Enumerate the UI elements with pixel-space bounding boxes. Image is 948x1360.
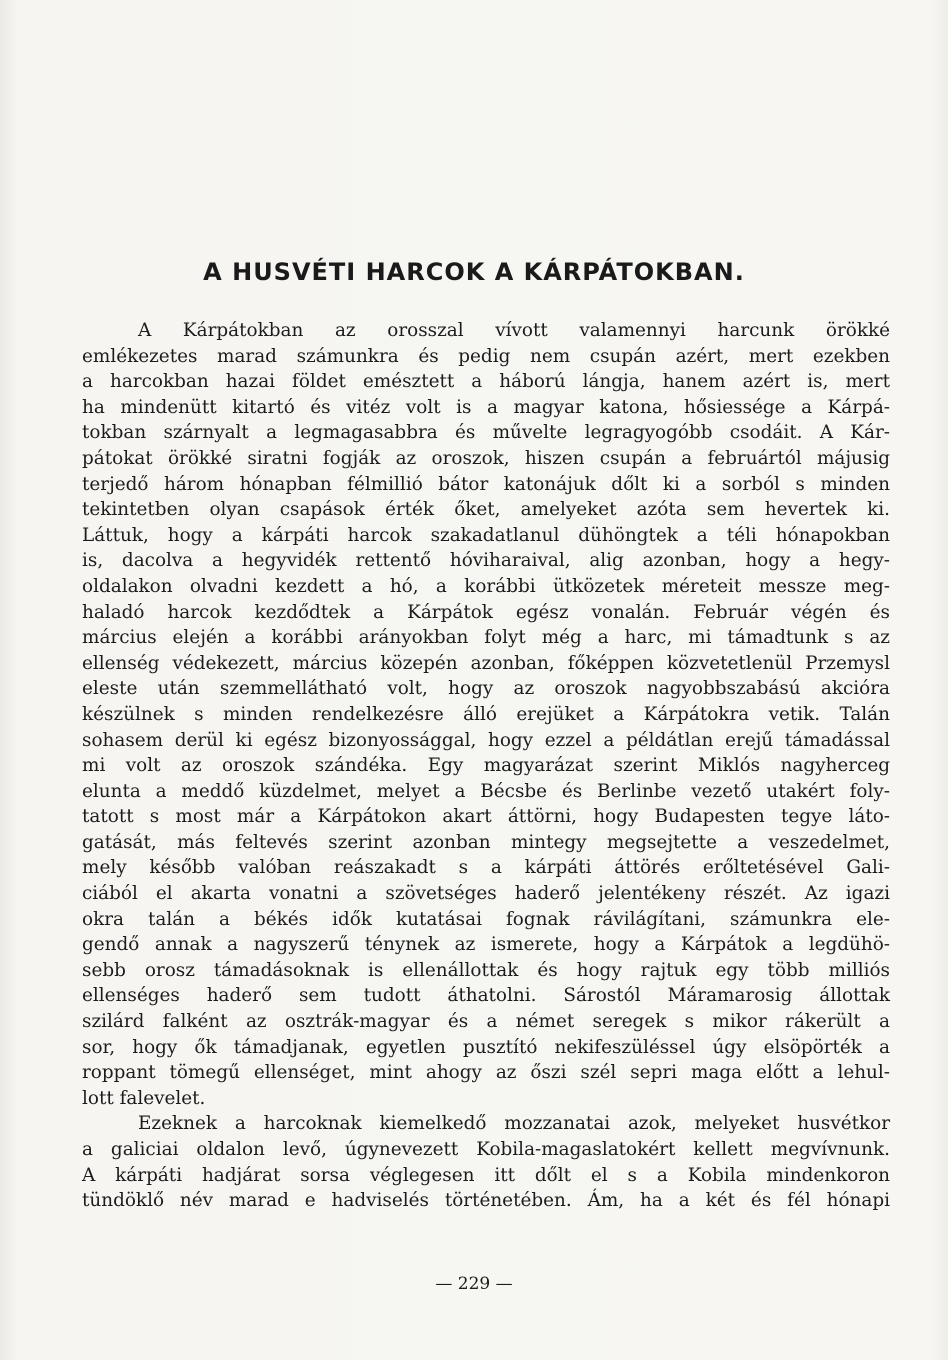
text-line: a galiciai oldalon levő, úgynevezett Kobila-magaslatokért kellett megvívnunk. <box>82 1139 890 1160</box>
text-line: szilárd falként az osztrák-magyar és a német seregek s mikor rákerült a <box>82 1011 890 1033</box>
body-text <box>82 318 890 1214</box>
text-line: oldalakon olvadni kezdett a hó, a korábbi ütközetek méreteit messze meg- <box>82 575 890 597</box>
text-line: eleste után szemmellátható volt, hogy az oroszok nagyobbszabású akcióra <box>82 678 890 700</box>
text-line: ciából el akarta vonatni a szövetséges haderő jelentékeny részét. Az igazi <box>82 883 890 905</box>
text-line: okra talán a békés idők kutatásai fognak rávilágítani, számunkra ele- <box>82 908 890 930</box>
text-line: pátokat örökké siratni fogják az oroszok, hiszen csupán a februártól májusig <box>82 447 890 469</box>
chapter-title: A HUSVÉTI HARCOK A KÁRPÁTOKBAN. <box>203 258 745 286</box>
text-line: gatását, más feltevés szerint azonban mintegy megsejtette a veszedelmet, <box>82 831 890 853</box>
text-line: tündöklő név marad e hadviselés történetében. Ám, ha a két és fél hónapi <box>82 1190 890 1212</box>
text-line: készülnek s minden rendelkezésre álló erejüket a Kárpátokra vetik. Talán <box>82 703 890 725</box>
text-line: elunta a meddő küzdelmet, melyet a Bécsbe és Berlinbe vezető utakért foly- <box>82 780 890 802</box>
text-line: haladó harcok kezdődtek a Kárpátok egész vonalán. Február végén és <box>82 601 890 623</box>
page-number: — 229 — <box>435 1274 513 1294</box>
text-line: Ezeknek a harcoknak kiemelkedő mozzanatai azok, melyeket husvétkor <box>138 1113 890 1135</box>
text-line: ha mindenütt kitartó és vitéz volt is a magyar katona, hősiessége a Kárpá- <box>82 396 890 418</box>
text-line: tatott s most már a Kárpátokon akart áttörni, hogy Budapesten tegye láto- <box>82 806 890 828</box>
text-line: terjedő három hónapban félmillió bátor katonájuk dőlt ki a sorból s minden <box>82 473 890 495</box>
text-line: mely később valóban reászakadt s a kárpáti áttörés erőltetésével Gali- <box>82 857 890 879</box>
text-line: emlékezetes marad számunkra és pedig nem csupán azért, mert ezekben <box>82 345 890 367</box>
text-line: tekintetben olyan csapások érték őket, amelyeket azóta sem hevertek ki. <box>82 499 890 521</box>
text-line: sor, hogy ők támadjanak, egyetlen pusztító nekifeszüléssel úgy elsöpörték a <box>82 1036 890 1058</box>
text-line: gendő annak a nagyszerű ténynek az ismerete, hogy a Kárpátok a legdühö- <box>82 934 890 956</box>
text-line: A Kárpátokban az orosszal vívott valamennyi harcunk örökké <box>138 320 890 341</box>
text-line: lott falevelet. <box>82 1087 206 1109</box>
text-line: roppant tömegű ellenséget, mint ahogy az őszi szél sepri maga előtt a lehul- <box>82 1062 890 1084</box>
text-line: március elején a korábbi arányokban folyt még a harc, mi támadtunk s az <box>82 627 890 649</box>
text-line: ellenséges haderő sem tudott áthatolni. Sárostól Máramarosig állottak <box>82 985 890 1007</box>
text-line: ellenség védekezett, március közepén azonban, főképpen közvetetlenül Przemysl <box>82 652 890 674</box>
text-line: mi volt az oroszok szándéka. Egy magyarázat szerint Miklós nagyherceg <box>82 755 890 777</box>
text-line: tokban szárnyalt a legmagasabbra és művelte legragyogóbb csodáit. A Kár- <box>82 422 890 444</box>
text-line: sebb orosz támadásoknak is ellenállottak és hogy rajtuk egy több milliós <box>82 959 890 981</box>
text-line: A kárpáti hadjárat sorsa véglegesen itt dőlt el s a Kobila mindenkoron <box>82 1164 890 1186</box>
text-line: a harcokban hazai földet emésztett a háború lángja, hanem azért is, mert <box>82 371 890 393</box>
text-line: sohasem derül ki egész bizonyossággal, hogy ezzel a példátlan erejű támadással <box>82 729 890 751</box>
text-line: Láttuk, hogy a kárpáti harcok szakadatlanul dühöngtek a téli hónapokban <box>82 524 890 546</box>
text-line: is, dacolva a hegyvidék rettentő hóviharaival, alig azonban, hogy a hegy- <box>82 550 890 572</box>
